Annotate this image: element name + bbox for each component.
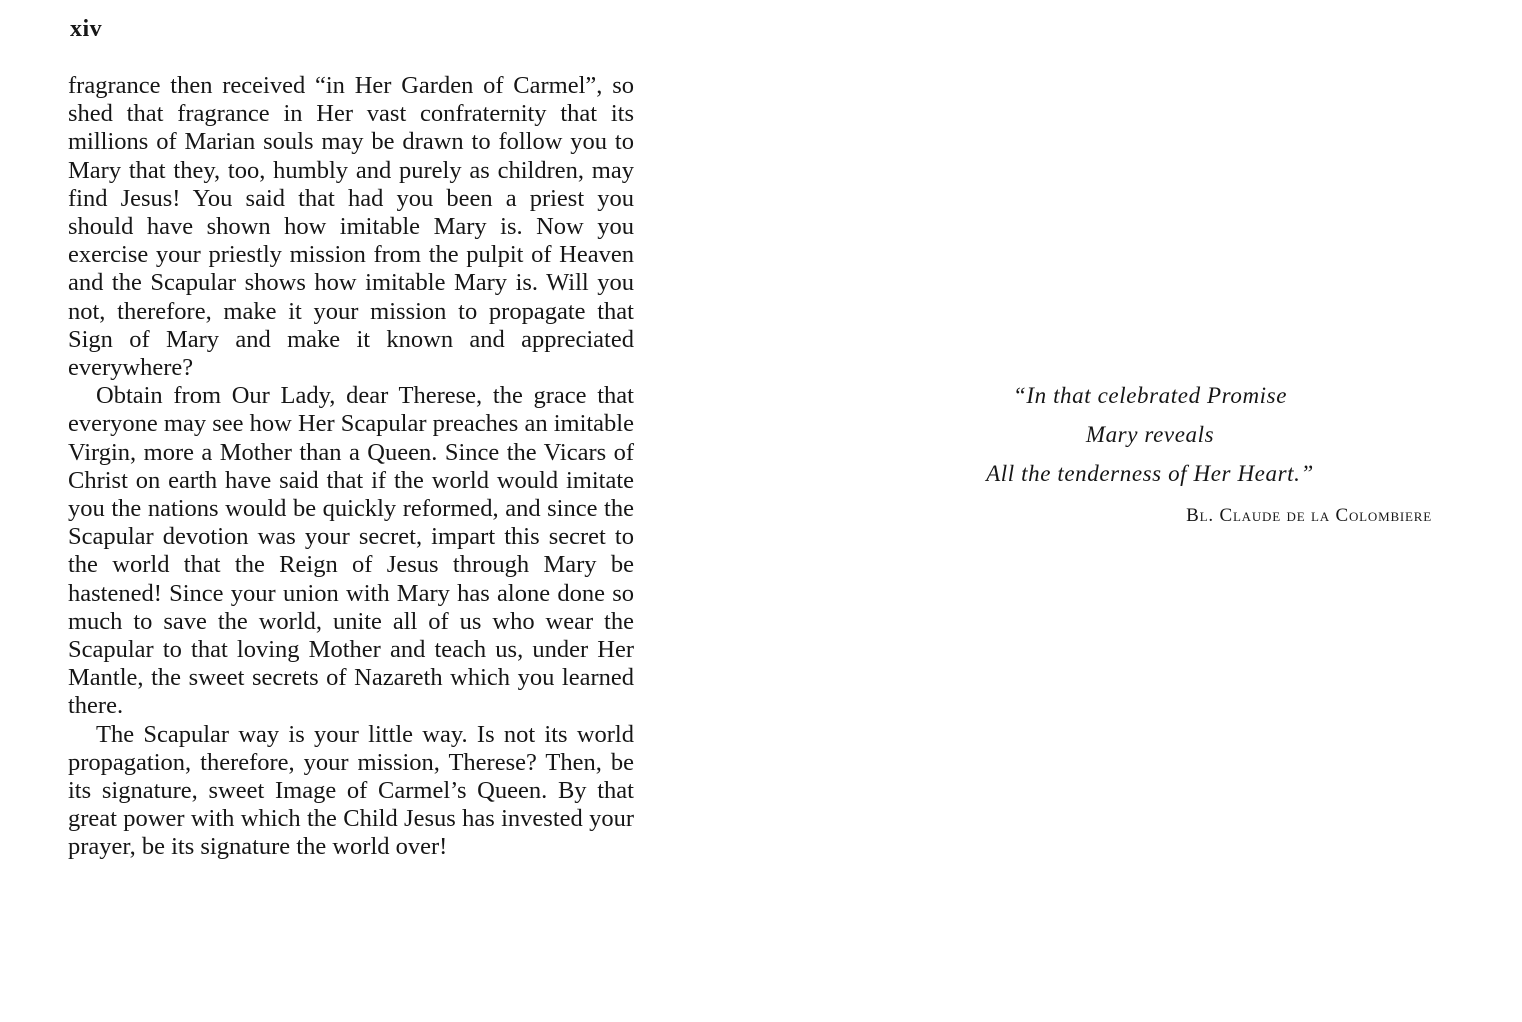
paragraph-2: Obtain from Our Lady, dear Therese, the grace that everyone may see how Her Scapular preaches an imitable Virgin, more a Mother than a Queen. Since the Vicars of Christ on earth have said that if the world would imitate you the nations would be quickly reformed, and since the Scapular devotion was your secret, impart this secret to the world that the Reign of Jesus through Mary be hastened! Since your union with Mary has alone done so much to save the world, unite all of us who wear the Scapular to that loving Mother and teach us, under Her Mantle, the sweet secrets of Nazareth which you learned there. [68, 382, 634, 720]
paragraph-1: fragrance then received “in Her Garden of Carmel”, so shed that fragrance in Her vast confraternity that its millions of Marian souls may be drawn to follow you to Mary that they, too, humbly and purely as children, may find Jesus! You said that had you been a priest you should have shown how imitable Mary is. Now you exercise your priestly mission from the pulpit of Heaven and the Scapular shows how imitable Mary is. Will you not, therefore, make it your mission to propagate that Sign of Mary and make it known and appreciated everywhere? [68, 72, 634, 382]
quote-line-2: Mary reveals [1085, 422, 1215, 447]
left-page-body [68, 72, 634, 862]
epigraph-attribution: Bl. Claude de la Colombiere [1186, 505, 1432, 526]
paragraph-3: The Scapular way is your little way. Is not its world propagation, therefore, your mission, Therese? Then, be its signature, sweet Image of Carmel’s Queen. By that great power with which the Child Jesus has invested your prayer, be its signature the world over! [68, 720, 634, 861]
quote-line-3: All the tenderness of Her Heart.” [986, 461, 1314, 486]
page-number: xiv [70, 16, 103, 42]
epigraph [930, 376, 1440, 527]
quote-line-1: “In that celebrated Promise [1012, 383, 1288, 408]
